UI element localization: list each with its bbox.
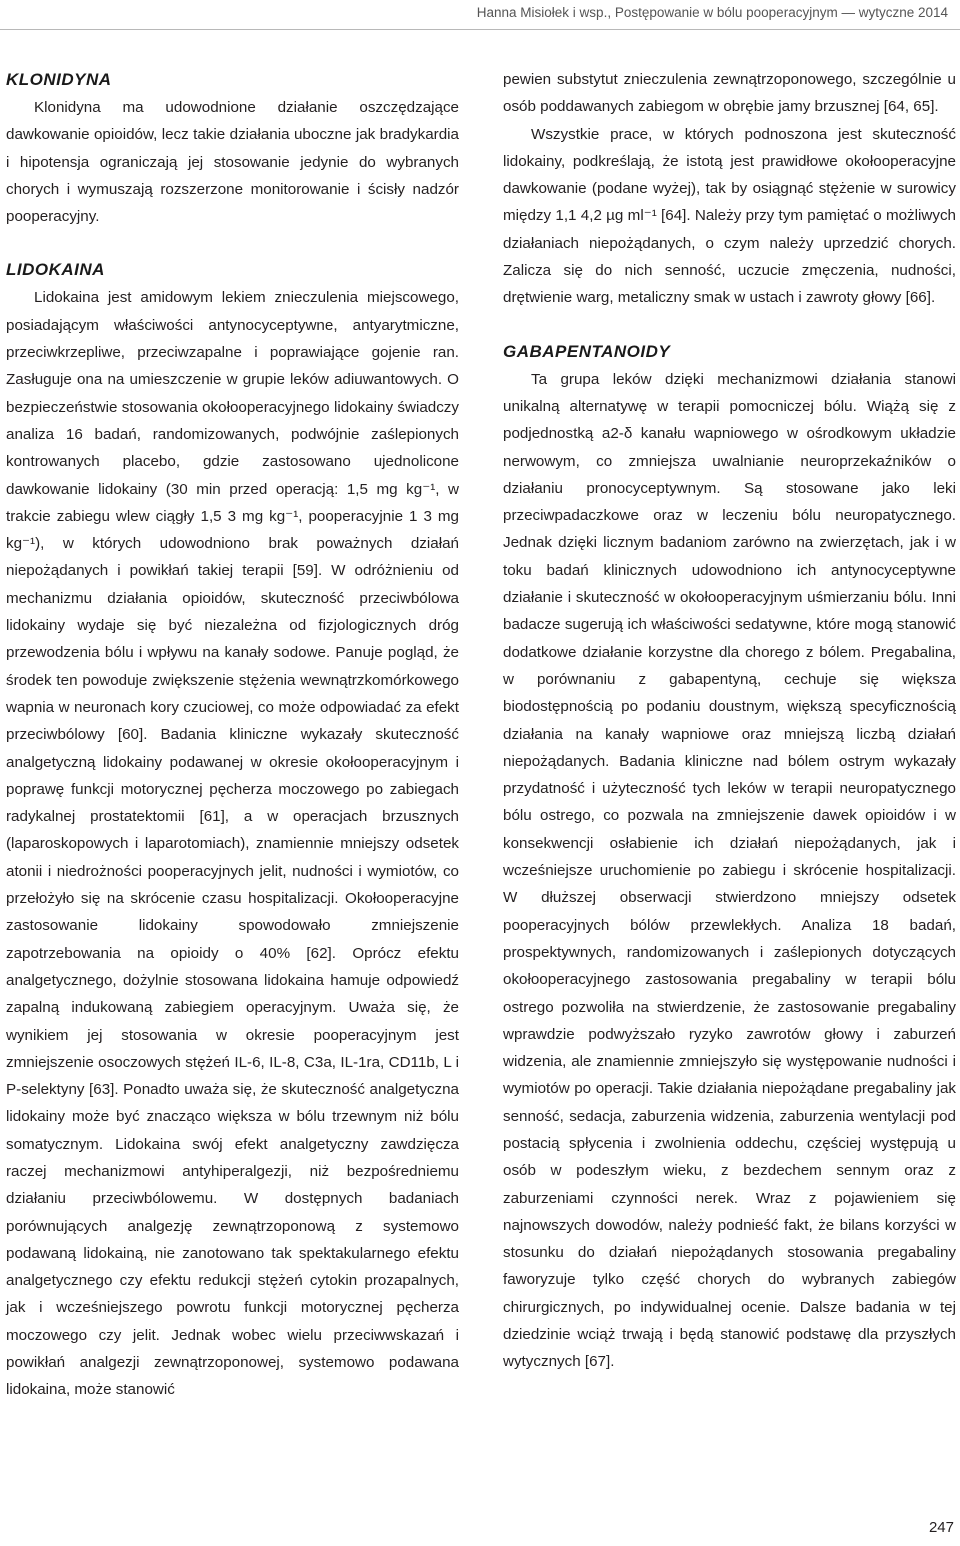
page-number: 247 bbox=[928, 1519, 954, 1536]
lidokaina-paragraph-part1 bbox=[6, 284, 459, 1403]
running-title: Hanna Misiołek i wsp., Postępowanie w bólu pooperacyjnym — wytyczne 2014 bbox=[476, 5, 948, 20]
lidokaina-paragraph-text-part1: Lidokaina jest amidowym lekiem znieczulenia miejscowego, posiadającym właściwości antynocyceptywne, antyarytmiczne, przeciwkrzepliwe, przeciwzapalne i poprawiające gojenie ran. Zasługuje ona na umieszczenie w grupie leków adiuwantowych. O bezpieczeństwie stosowania okołooperacyjnego lidokainy świadczy analiza 16 badań, randomizowanych, podwójnie zaślepionych kontrowanych placebo, gdzie zastosowano ujednolicone dawkowanie lidokainy (30 min przed operacją: 1,5 mg kg⁻¹, w trakcie zabiegu wlew ciągły 1,5 3 mg kg⁻¹, pooperacyjnie 1 3 mg kg⁻¹), w których udowodniono brak poważnych działań niepożądanych i powikłań takiej terapii [59]. W odróżnieniu od mechanizmu działania opioidów, skuteczność przeciwbólowa lidokainy wydaje się być niezależna od fizjologicznych dróg przewodzenia bólu i wpływu na kanały sodowe. Panuje pogląd, że środek ten powoduje zwiększenie stężenia wewnątrzkomórkowego wapnia w neuronach kory czuciowej, co może odpowiadać za efekt przeciwbólowy [60]. Badania kliniczne wykazały skuteczność analgetyczną lidokainy podawanej w okresie okołooperacyjnym i poprawę funkcji motorycznej pęcherza moczowego po zabiegach radykalnej prostatektomii [61], a w operacjach brzusznych (laparoskopowych i laparotomiach), znamiennie mniejszy odsetek atonii i niedrożności pooperacyjnych jelit, nudności i wymiotów, co przełożyło się na skrócenie czasu hospitalizacji. Okołooperacyjne zastosowanie lidokainy spowodowało zmniejszenie zapotrzebowania na opioidy o 40% [62]. Oprócz efektu analgetycznego, dożylnie stosowana lidokaina hamuje odpowiedź zapalną indukowaną zabiegiem operacyjnym. Uważa się, że wynikiem jej stosowania w okresie pooperacyjnym jest zmniejszenie osoczowych stężeń IL-6, IL-8, C3a, IL-1ra, CD11b, L i P-selektyny [63]. Ponadto uważa się, że skuteczność analgetyczna lidokainy może być znacząco większa w bólu trzewnym niż bólu somatycznym. Lidokaina swój efekt analgetyczny zawdzięcza raczej mechanizmowi antyhiperalgezji, niż bezpośredniemu działaniu przeciwbólowemu. W dostępnych badaniach porównujących analgezję zewnątrzoponową z systemowo podawaną lidokainą, nie zanotowano tak spektakularnego efektu analgetycznego czy efektu redukcji stężeń cytokin prozapalnych, jak i wcześniejszego powrotu funkcji motorycznej pęcherza moczowego czy jelit. Jednak wobec wielu przeciwwskazań i powikłań analgezji zewnątrzoponowej, systemowo podawana lidokaina, może stanowić bbox=[6, 289, 459, 1399]
klonidyna-paragraph: Klonidyna ma udowodnione działanie oszczędzające dawkowanie opioidów, lecz takie działania uboczne jak bradykardia i hipotensja ograniczają jej stosowanie jedynie do wybranych chorych i wymuszają rozszerzone monitorowanie i ścisły nadzór pooperacyjny. bbox=[6, 99, 459, 226]
section-heading-klonidyna: KLONIDYNA bbox=[6, 70, 112, 89]
section-heading-gabapentanoidy: GABAPENTANOIDY bbox=[503, 341, 671, 361]
section-heading-lidokaina: LIDOKAINA bbox=[6, 260, 105, 280]
lidokaina-paragraph-part2 bbox=[503, 66, 956, 121]
lidokaina-paragraph-text-part2: pewien substytut znieczulenia zewnątrzoponowego, szczególnie u osób poddawanych zabiegom w obrębie jamy brzusznej [64, 65]. bbox=[503, 71, 956, 116]
lidokaina-paragraph-2: Wszystkie prace, w których podnoszona jest skuteczność lidokainy, podkreślają, że istotą jest prawidłowe okołooperacyjne dawkowanie (podane wyżej), tak by osiągnąć stężenie w surowicy między 1,1 4,2 µg ml⁻¹ [64]. Należy przy tym pamiętać o możliwych działaniach niepożądanych, o czym należy uprzedzić chorych. Zalicza się do nich senność, uczucie zmęczenia, nudności, drętwienie warg, metaliczny smak w ustach i zawroty głowy [66]. bbox=[503, 125, 956, 307]
gabapentanoidy-paragraph: Ta grupa leków dzięki mechanizmowi działania stanowi unikalną alternatywę w terapii pomocniczej bólu. Wiążą się z podjednostką a2-δ kanału wapniowego w ośrodkowym układzie nerwowym, co zmniejsza uwalnianie neuroprzekaźników o działaniu pronocyceptywnym. Są stosowane jako leki przeciwpadaczkowe oraz w leczeniu bólu neuropatycznego. Jednak dzięki licznym badaniom zarówno na zwierzętach, jak i w toku badań klinicznych udowodniono ich antynocyceptywne działanie i skuteczność w okołooperacyjnym uśmierzaniu bólu. Inni badacze sugerują ich właściwości sedatywne, które mogą stanowić dodatkowe działanie korzystne dla chorego z bólem. Pregabalina, w porównaniu z gabapentyną, cechuje się większa biodostępnością po podaniu doustnym, większą specyficznością działania na kanały wapniowe oraz mniejszą liczbą działań niepożądanych. Badania kliniczne nad bólem ostrym wykazały przydatność i użyteczność tych leków w terapii neuropatycznego bólu ostrego, co pozwala na zmniejszenie dawek opioidów i w konsekwencji osłabienie ich działań niepożądanych, jak i wcześniejsze uruchomienie po zabiegu i skrócenie hospitalizacji. W dłuższej obserwacji stwierdzono mniejszy odsetek pooperacyjnych bólów przewlekłych. Analiza 18 badań, prospektywnych, randomizowanych i zaślepionych dotyczących okołooperacyjnego zastosowania pregabaliny w terapii bólu ostrego pozwoliła na stwierdzenie, że zastosowanie pregabaliny wprawdzie podwyższało ryzyko zawrotów głowy i zaburzeń widzenia, ale znamiennie zmniejszyło się występowanie nudności i wymiotów po operacji. Takie działania niepożądane pregabaliny jak senność, sedacja, zaburzenia widzenia, zaburzenia wentylacji pod postacią spłycenia i zwolnienia oddechu, częściej występują u osób w podeszłym wieku, z bezdechem sennym oraz z zaburzeniami czynności nerek. Wraz z pojawieniem się najnowszych dowodów, należy podnieść fakt, że bilans korzyści w stosunku do działań niepożądanych stosowania pregabaliny faworyzuje tylko część chorych do wybranych zabiegów chirurgicznych, po indywidualnej ocenie. Dalsze badania w tej dziedzinie wciąż trwają i będą stanowić podstawę dla przyszłych wytycznych [67]. bbox=[503, 370, 956, 1371]
running-header bbox=[0, 0, 960, 30]
right-column bbox=[503, 66, 956, 1376]
left-column bbox=[6, 66, 459, 1404]
